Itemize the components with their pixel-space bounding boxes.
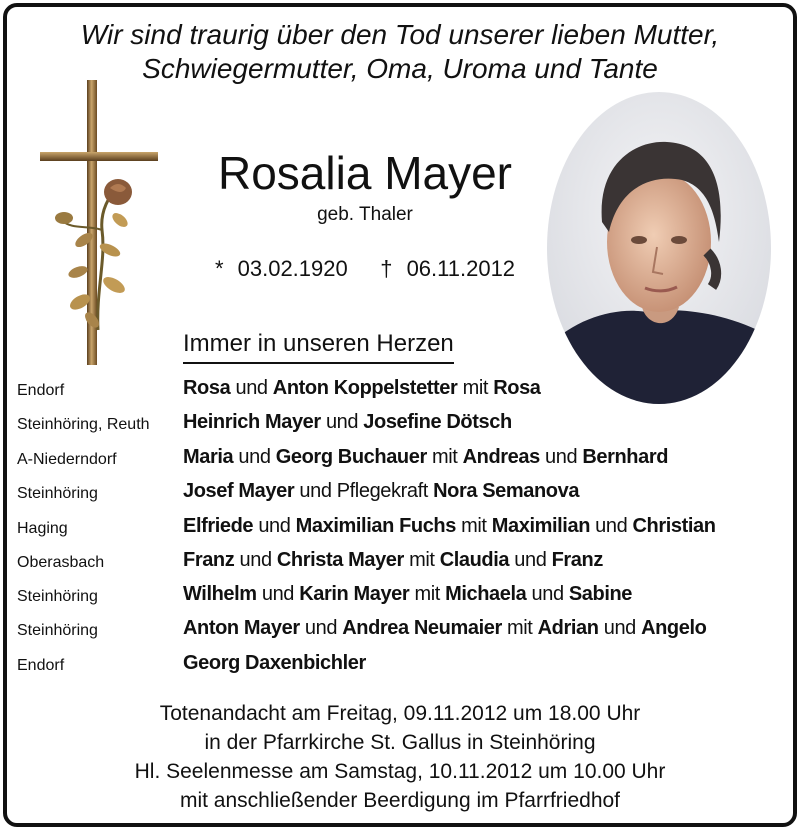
mourner-name: Elfriede — [183, 515, 254, 537]
mourner-name: Rosa — [493, 377, 541, 399]
mourner-connector: und — [598, 617, 642, 639]
list-item — [0, 444, 800, 478]
mourner-name: Andrea Neumaier — [342, 617, 502, 639]
portrait-photo — [547, 92, 771, 404]
mourner-connector: mit — [501, 617, 538, 639]
intro-line-1: Wir sind traurig über den Tod unserer lieben Mutter, — [80, 19, 720, 50]
mourner-name: Andreas — [462, 446, 540, 468]
service-info — [0, 699, 800, 815]
death-symbol: † — [380, 256, 393, 281]
mourner-connector: und — [539, 446, 583, 468]
service-line-2: in der Pfarrkirche St. Gallus in Steinhöring — [204, 731, 596, 754]
mourner-name: Wilhelm — [183, 583, 257, 605]
list-item — [0, 478, 800, 512]
mourner-connector: und — [233, 446, 276, 468]
mourner-names — [183, 515, 716, 538]
service-line-4: mit anschließender Beerdigung im Pfarrfriedhof — [179, 789, 621, 812]
list-item — [0, 615, 800, 649]
mourner-name: Bernhard — [582, 446, 669, 468]
mourner-name: Anton Koppelstetter — [272, 377, 458, 399]
list-item — [0, 547, 800, 581]
mourner-names — [183, 652, 366, 675]
life-dates — [160, 256, 570, 282]
mourner-connector: und — [230, 377, 273, 399]
mourner-place: Endorf — [17, 657, 65, 674]
mourner-name: Maximilian — [491, 515, 591, 537]
mourner-name: Claudia — [439, 549, 510, 571]
list-item — [0, 409, 800, 443]
list-item — [0, 650, 800, 684]
mourner-place: Steinhöring — [17, 622, 98, 639]
mourner-name: Christian — [632, 515, 716, 537]
mourner-connector: mit — [409, 583, 446, 605]
birth-name: geb. Thaler — [317, 204, 413, 225]
mourner-place: Endorf — [17, 382, 65, 399]
mourner-name: Rosa — [183, 377, 231, 399]
mourner-name: Franz — [551, 549, 603, 571]
mourner-name: Nora Semanova — [433, 480, 580, 502]
mourner-connector: mit — [457, 377, 494, 399]
mourner-names — [183, 549, 603, 572]
mourner-name: Georg Buchauer — [275, 446, 427, 468]
deceased-name: Rosalia Mayer — [218, 147, 512, 199]
mourner-connector: und Pflegekraft — [294, 480, 434, 502]
mourner-name: Christa Mayer — [276, 549, 404, 571]
list-item — [0, 375, 800, 409]
mourner-connector: und — [253, 515, 296, 537]
mourner-place: Steinhöring — [17, 588, 98, 605]
mourner-names — [183, 617, 706, 640]
list-item — [0, 581, 800, 615]
mourner-place: Haging — [17, 520, 68, 537]
mourner-name: Franz — [183, 549, 235, 571]
mourner-names — [183, 583, 632, 606]
birth-date: 03.02.1920 — [237, 256, 348, 281]
service-line-3: Hl. Seelenmesse am Samstag, 10.11.2012 um 10.00 Uhr — [134, 760, 666, 783]
mourner-names — [183, 446, 668, 469]
mourner-connector: mit — [426, 446, 463, 468]
list-item — [0, 513, 800, 547]
mourner-names — [183, 480, 579, 503]
mourner-name: Georg Daxenbichler — [183, 652, 366, 674]
mourner-connector: und — [299, 617, 343, 639]
intro-line-2: Schwiegermutter, Oma, Uroma und Tante — [142, 53, 658, 84]
mourner-connector: und — [526, 583, 569, 605]
mourner-place: A-Niederndorf — [17, 451, 117, 468]
birth-symbol: * — [214, 256, 224, 281]
mourner-name: Angelo — [641, 617, 707, 639]
mourner-connector: mit — [403, 549, 440, 571]
mourner-connector: und — [590, 515, 633, 537]
mourner-connector: und — [320, 411, 364, 433]
mourner-place: Steinhöring — [17, 485, 98, 502]
mourner-names — [183, 377, 541, 400]
mourner-connector: und — [256, 583, 300, 605]
mourner-name: Michaela — [445, 583, 527, 605]
mourner-place: Oberasbach — [17, 554, 105, 571]
mourner-connector: und — [509, 549, 552, 571]
mourner-name: Adrian — [537, 617, 599, 639]
service-line-1: Totenandacht am Freitag, 09.11.2012 um 18.00 Uhr — [159, 702, 641, 725]
mourner-name: Josef Mayer — [183, 480, 295, 502]
mourner-name: Anton Mayer — [183, 617, 300, 639]
mourner-connector: mit — [455, 515, 492, 537]
mourner-name: Maximilian Fuchs — [295, 515, 456, 537]
mourner-names — [183, 411, 512, 434]
mourner-name: Karin Mayer — [299, 583, 410, 605]
mourner-name: Sabine — [568, 583, 633, 605]
cross-with-rose-icon — [40, 80, 170, 370]
mourner-place: Steinhöring, Reuth — [17, 416, 150, 433]
memory-line: Immer in unseren Herzen — [183, 330, 454, 364]
death-date: 06.11.2012 — [406, 256, 516, 281]
mourner-connector: und — [234, 549, 277, 571]
mourner-name: Maria — [183, 446, 234, 468]
mourner-name: Heinrich Mayer — [183, 411, 321, 433]
mourner-name: Josefine Dötsch — [363, 411, 512, 433]
